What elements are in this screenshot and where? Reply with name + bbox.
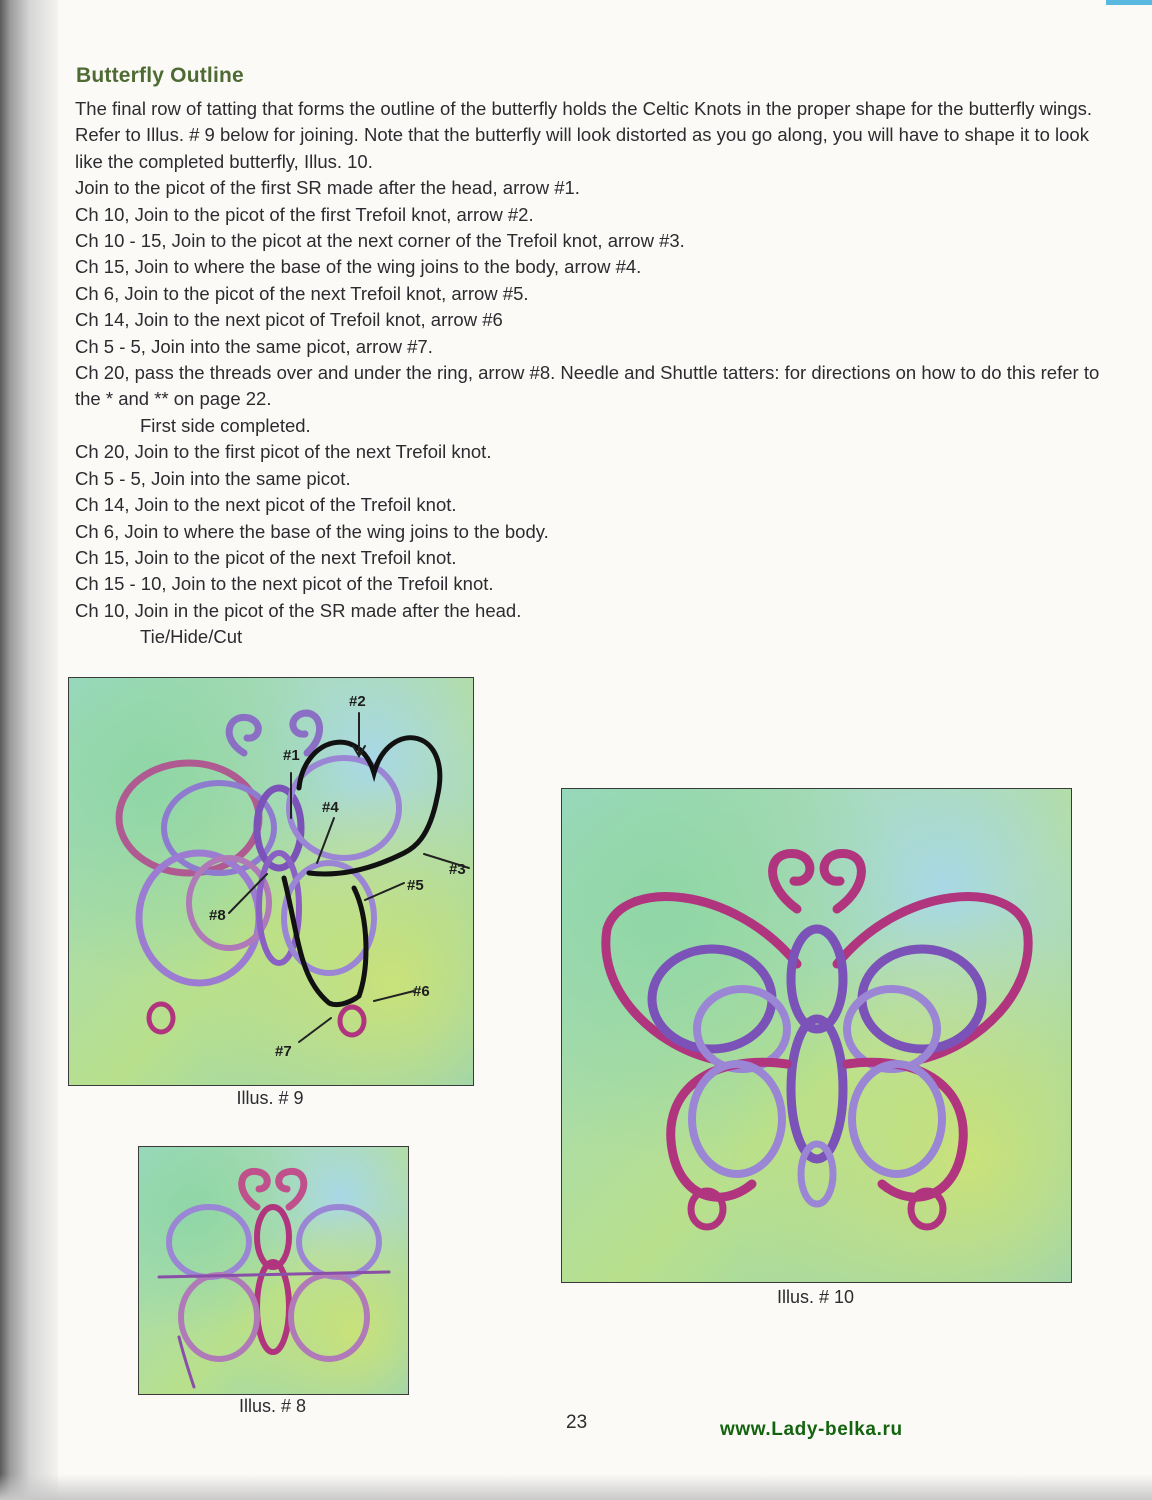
bottom-edge-shadow: [0, 1474, 1152, 1500]
corner-tab: [1106, 0, 1152, 5]
illus-9-caption: Illus. # 9: [236, 1088, 304, 1108]
instructions-text: [75, 96, 1105, 651]
arrow-label-8: #8: [209, 907, 226, 924]
illus-8-caption: Illus. # 8: [238, 1396, 307, 1416]
step: Ch 15, Join to where the base of the wing joins to the body, arrow #4.: [75, 256, 642, 278]
step: Ch 6, Join to where the base of the wing joins to the body.: [75, 520, 549, 542]
butterfly-partial: [139, 1147, 408, 1394]
arrow-label-4: #4: [322, 799, 339, 816]
section-heading: Butterfly Outline: [76, 64, 244, 87]
butterfly-completed: [562, 789, 1071, 1282]
arrow-label-2: #2: [349, 693, 366, 710]
step: Join to the picot of the first SR made after the head, arrow #1.: [75, 177, 580, 199]
illus-10-caption: Illus. # 10: [776, 1287, 855, 1307]
arrow-label-3: #3: [449, 861, 466, 878]
step: Ch 14, Join to the next picot of the Trefoil knot.: [75, 494, 457, 516]
arrow-label-1: #1: [283, 747, 300, 764]
arrow-label-7: #7: [275, 1043, 292, 1060]
step: Ch 6, Join to the picot of the next Trefoil knot, arrow #5.: [75, 282, 529, 304]
illus-10-photo: [561, 788, 1072, 1283]
step: Ch 15, Join to the picot of the next Trefoil knot.: [75, 546, 457, 568]
step: Ch 20, pass the threads over and under the ring, arrow #8. Needle and Shuttle tatters: for directions on how to do this refer to the * and ** on page 22.: [75, 362, 1100, 410]
page-number: 23: [566, 1412, 588, 1433]
illus-8-photo: [138, 1146, 409, 1395]
step: Ch 5 - 5, Join into the same picot, arrow #7.: [75, 335, 433, 357]
intro-paragraph: The final row of tatting that forms the outline of the butterfly holds the Celtic Knots in the proper shape for the butterfly wings. Refer to Illus. # 9 below for joining. Note that the butterfly will look distorted as you go along, you will have to shape it to look like the completed butterfly, Illus. 10.: [75, 98, 1093, 172]
arrow-label-6: #6: [413, 983, 430, 1000]
step: Ch 15 - 10, Join to the next picot of the Trefoil knot.: [75, 573, 494, 595]
closing-note: Tie/Hide/Cut: [140, 626, 243, 648]
step: Ch 10 - 15, Join to the picot at the next corner of the Trefoil knot, arrow #3.: [75, 230, 685, 252]
step: Ch 20, Join to the first picot of the next Trefoil knot.: [75, 441, 492, 463]
step: Ch 10, Join in the picot of the SR made after the head.: [75, 599, 522, 621]
illus-9-photo: [68, 677, 474, 1086]
first-side-note: First side completed.: [140, 414, 311, 436]
step: Ch 14, Join to the next picot of Trefoil knot, arrow #6: [75, 309, 503, 331]
arrow-label-5: #5: [407, 877, 424, 894]
step: Ch 10, Join to the picot of the first Trefoil knot, arrow #2.: [75, 203, 534, 225]
book-spine-shadow: [0, 0, 58, 1500]
step: Ch 5 - 5, Join into the same picot.: [75, 467, 351, 489]
website-link[interactable]: www.Lady-belka.ru: [720, 1419, 903, 1440]
butterfly-diagram: [69, 678, 473, 1085]
